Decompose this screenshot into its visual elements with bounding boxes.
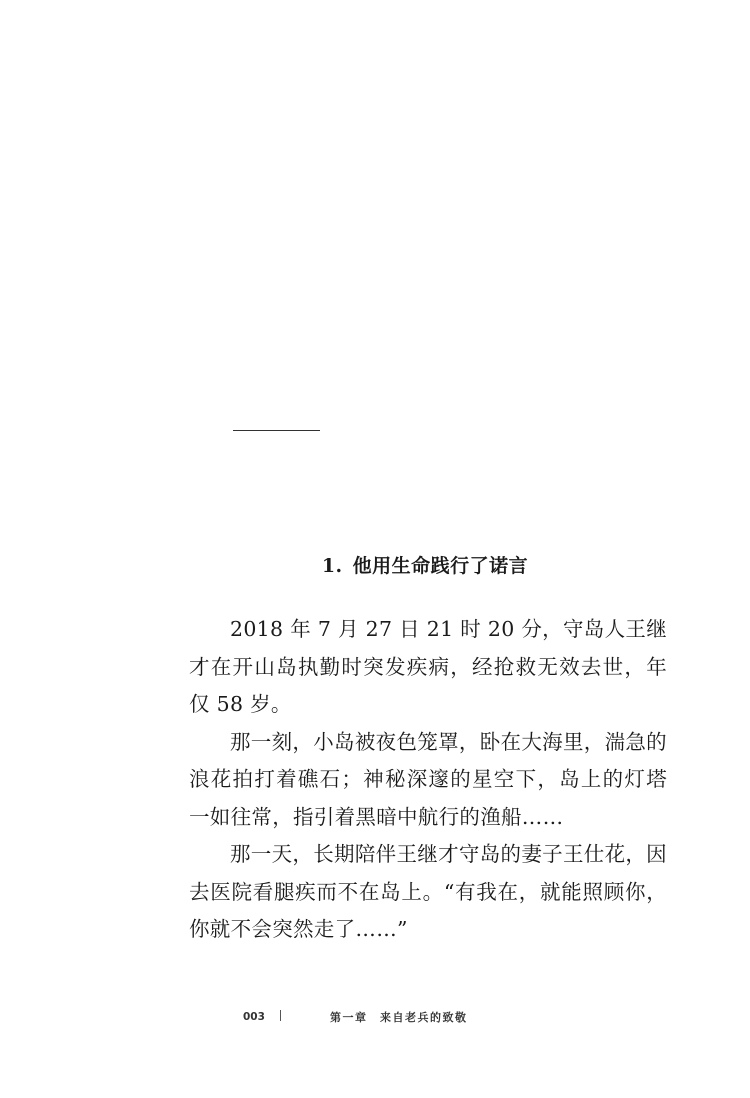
paragraph: 那一天，长期陪伴王继才守岛的妻子王仕花，因去医院看腿疾而不在岛上。“有我在，就能照顾你，你就不会突然走了……” xyxy=(189,842,667,941)
paragraph: 那一刻，小岛被夜色笼罩，卧在大海里，湍急的浪花拍打着礁石；神秘深邃的星空下，岛上的灯塔一如往常，指引着黑暗中航行的渔船…… xyxy=(189,729,667,829)
decorative-rule xyxy=(233,430,320,431)
body-text xyxy=(189,611,667,949)
chapter-title: 第一章 来自老兵的致敬 xyxy=(330,1011,468,1024)
paragraph: 2018 年 7 月 27 日 21 时 20 分，守岛人王继才在开山岛执勤时突发疾病，经抢救无效去世，年仅 58 岁。 xyxy=(189,617,667,716)
section-heading xyxy=(0,553,750,579)
page-number: 003 xyxy=(243,1011,265,1023)
section-number: 1. xyxy=(321,555,343,577)
section-title: 他用生命践行了诺言 xyxy=(352,555,529,577)
footer-divider xyxy=(280,1010,281,1021)
page-footer xyxy=(0,1009,750,1029)
